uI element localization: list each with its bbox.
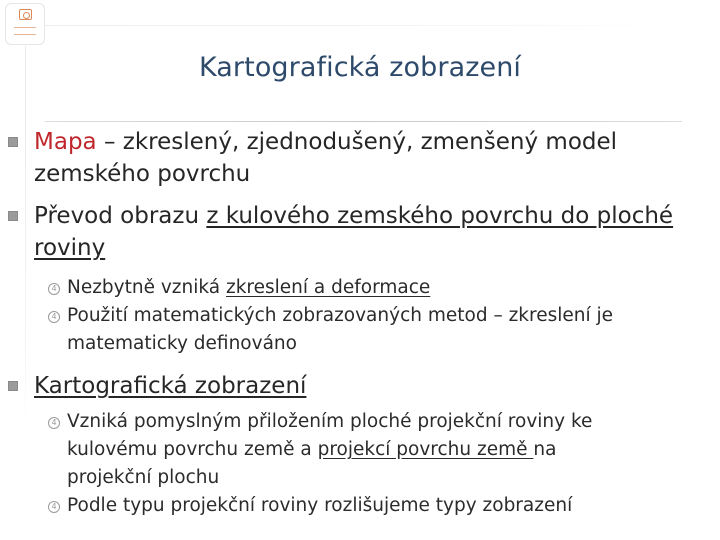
bullet-3-sub-1-line-3: projekční plochu bbox=[67, 467, 220, 488]
bullet-2-line-2: roviny bbox=[34, 235, 106, 261]
bullet-2-sub-1: Nezbytně vzniká zkreslení a deformace bbox=[67, 277, 431, 298]
bullet-1-line-1: Mapa – zkreslený, zjednodušený, zmenšený model bbox=[34, 129, 618, 155]
bullet-3-sub-1-line-2: kulovému povrchu země a projekcí povrchu země na bbox=[67, 439, 557, 460]
bullet-3-sub-1-line-1: Vzniká pomyslným přiložením ploché projekční roviny ke bbox=[67, 411, 593, 432]
bullet-2-sub-2-line-1: Použití matematických zobrazovaných metod – zkreslení je bbox=[67, 305, 614, 326]
circled-number-icon: 4 bbox=[48, 501, 60, 513]
term-mapa: Mapa bbox=[34, 129, 97, 155]
slide-title: Kartografická zobrazení bbox=[198, 52, 522, 83]
bullet-1-line-2: zemského povrchu bbox=[34, 161, 251, 187]
circled-number-icon: 4 bbox=[48, 417, 60, 429]
bullet-2-sub-2-line-2: matematicky definováno bbox=[67, 333, 297, 354]
bullet-2-line-1: Převod obrazu z kulového zemského povrchu do ploché bbox=[34, 203, 674, 229]
square-bullet-icon bbox=[8, 381, 18, 391]
circled-number-icon: 4 bbox=[48, 311, 60, 323]
decorative-frame-left bbox=[25, 46, 26, 436]
bullet-3-sub-2: Podle typu projekční roviny rozlišujeme typy zobrazení bbox=[67, 495, 573, 516]
square-bullet-icon bbox=[8, 211, 18, 221]
title-divider bbox=[45, 121, 682, 122]
bullet-3-line-1: Kartografická zobrazení bbox=[34, 373, 307, 399]
school-crest-icon bbox=[5, 3, 45, 45]
square-bullet-icon bbox=[8, 137, 18, 147]
circled-number-icon: 4 bbox=[48, 283, 60, 295]
decorative-frame-top bbox=[45, 25, 680, 26]
